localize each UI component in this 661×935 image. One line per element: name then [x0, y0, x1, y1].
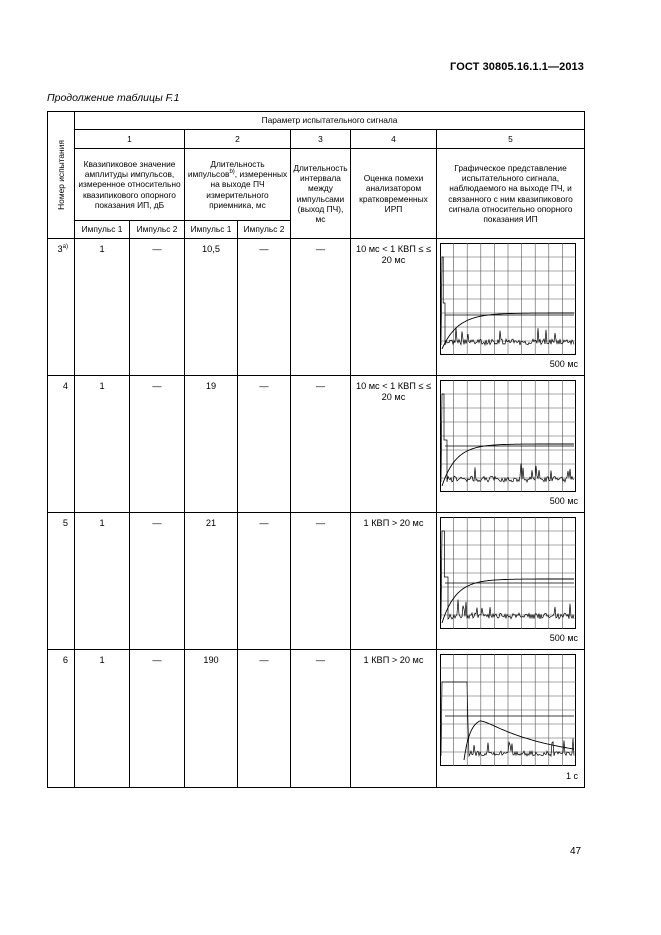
col-number-1: 1 [75, 130, 185, 149]
cell-analyzer-estimate: 1 КВП > 20 мс [351, 650, 437, 788]
row-number: 5 [48, 513, 75, 650]
cell-analyzer-estimate: 10 мс < 1 КВП ≤ ≤ 20 мс [351, 376, 437, 513]
sub-header-pulse2: Импульс 2 [238, 221, 291, 239]
cell-duration-pulse1: 21 [185, 513, 238, 650]
table-row [48, 650, 585, 788]
cell-interval: — [291, 376, 351, 513]
table-continuation-caption: Продолжение таблицы F.1 [47, 92, 180, 104]
col4-description: Оценка помехи анализатором кратковременных ИРП [351, 149, 437, 239]
col-number-4: 4 [351, 130, 437, 149]
oscillogram [440, 517, 576, 629]
cell-amplitude-pulse2: — [130, 239, 185, 376]
time-scale-label: 500 мс [549, 359, 579, 370]
cell-duration-pulse2: — [238, 513, 291, 650]
parameter-group-header: Параметр испытательного сигнала [75, 112, 585, 130]
cell-amplitude-pulse1: 1 [75, 513, 130, 650]
sub-header-pulse1: Импульс 1 [185, 221, 238, 239]
oscillogram [440, 380, 576, 492]
col2-description: Длительность импульсов$^{b)}$, измеренных на выходе ПЧ измерительного приемника, мс [185, 149, 291, 221]
time-scale-label: 500 мс [549, 496, 579, 507]
time-scale-label: 500 мс [549, 633, 579, 644]
sub-header-pulse2: Импульс 2 [130, 221, 185, 239]
oscillogram [440, 654, 576, 766]
cell-amplitude-pulse2: — [130, 513, 185, 650]
cell-graph [437, 650, 585, 788]
col-number-2: 2 [185, 130, 291, 149]
table-row [48, 513, 585, 650]
cell-graph [437, 376, 585, 513]
cell-duration-pulse1: 190 [185, 650, 238, 788]
table-row [48, 239, 585, 376]
cell-amplitude-pulse2: — [130, 650, 185, 788]
cell-duration-pulse1: 19 [185, 376, 238, 513]
col-number-3: 3 [291, 130, 351, 149]
cell-graph [437, 239, 585, 376]
col3-description: Длительность интервала между импульсами (выход ПЧ), мс [291, 149, 351, 239]
cell-amplitude-pulse2: — [130, 376, 185, 513]
cell-analyzer-estimate: 10 мс < 1 КВП ≤ ≤ 20 мс [351, 239, 437, 376]
cell-interval: — [291, 513, 351, 650]
oscillogram [440, 243, 576, 355]
sub-header-pulse1: Импульс 1 [75, 221, 130, 239]
test-signal-table [47, 111, 585, 788]
cell-analyzer-estimate: 1 КВП > 20 мс [351, 513, 437, 650]
document-id: ГОСТ 30805.16.1.1—2013 [450, 61, 584, 73]
cell-duration-pulse2: — [238, 239, 291, 376]
cell-duration-pulse1: 10,5 [185, 239, 238, 376]
cell-interval: — [291, 650, 351, 788]
cell-graph [437, 513, 585, 650]
row-number: 6 [48, 650, 75, 788]
col-number-5: 5 [437, 130, 585, 149]
row-number: 4 [48, 376, 75, 513]
cell-amplitude-pulse1: 1 [75, 376, 130, 513]
page-number: 47 [570, 846, 582, 857]
row-number-header: Номер испытания [48, 112, 75, 239]
col1-description: Квазипиковое значение амплитуды импульсов, измеренное относительно квазипикового опорного показания ИП, дБ [75, 149, 185, 221]
cell-amplitude-pulse1: 1 [75, 650, 130, 788]
cell-duration-pulse2: — [238, 376, 291, 513]
cell-interval: — [291, 239, 351, 376]
time-scale-label: 1 с [566, 771, 579, 782]
cell-amplitude-pulse1: 1 [75, 239, 130, 376]
col5-description: Графическое представление испытательного сигнала, наблюдаемого на выходе ПЧ, и связанного с ним квазипикового сигнала относительно опорного показания ИП [437, 149, 585, 239]
row-number: 3$^{a)}$ [48, 239, 75, 376]
cell-duration-pulse2: — [238, 650, 291, 788]
table-row [48, 376, 585, 513]
